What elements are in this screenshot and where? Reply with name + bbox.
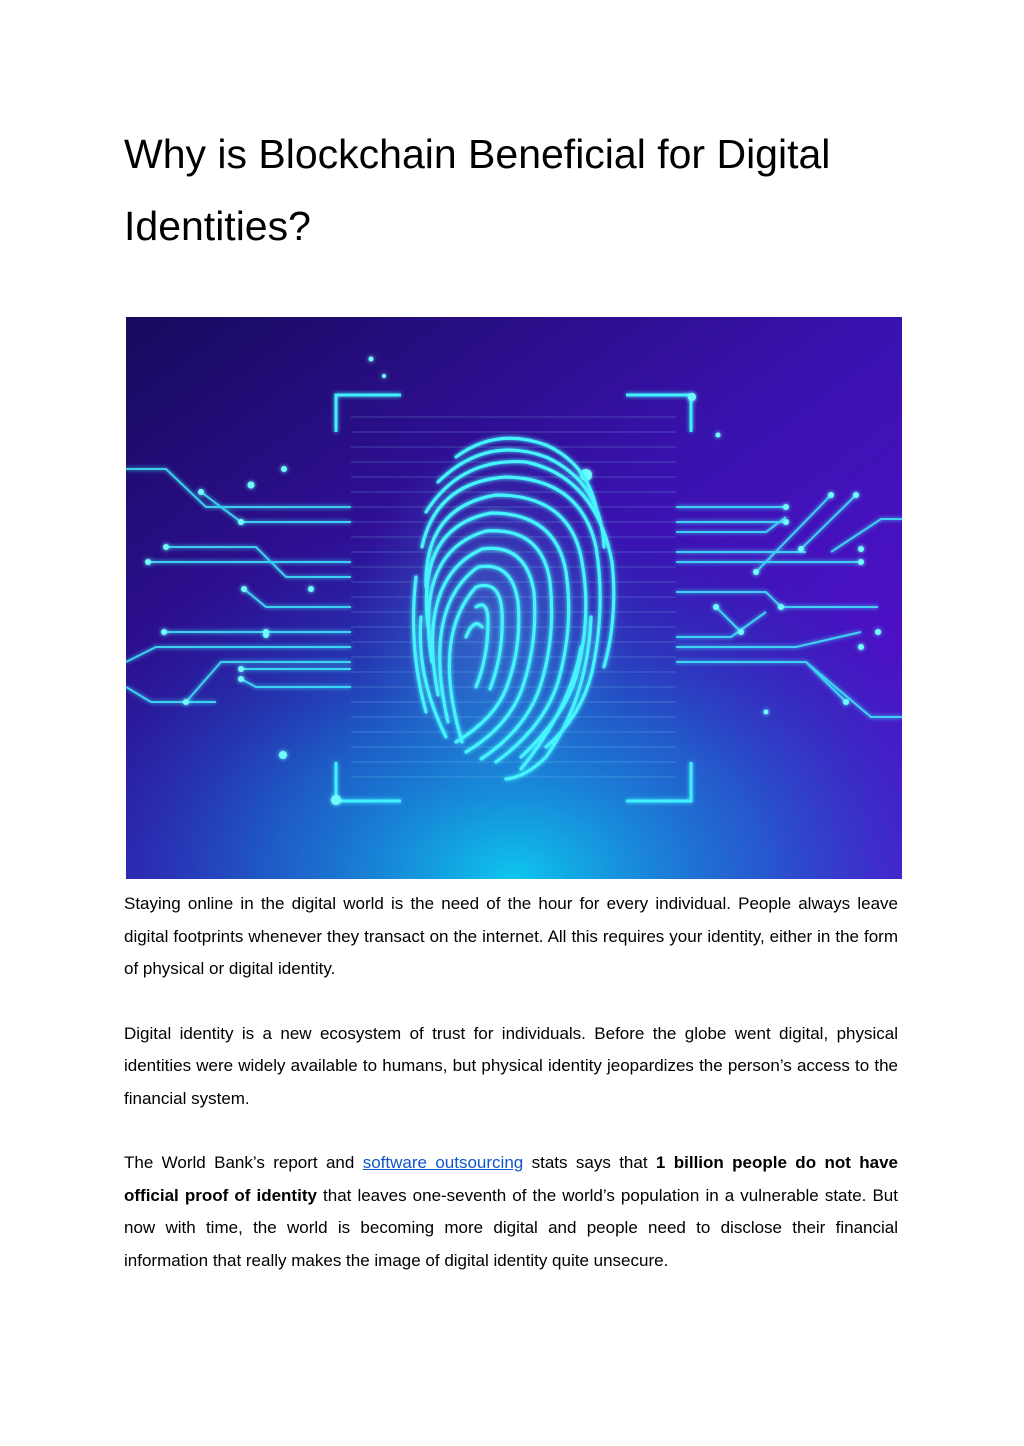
hero-image (126, 317, 902, 879)
document-page (124, 0, 898, 1270)
paragraph-text: The World Bank’s report and (124, 1153, 363, 1172)
paragraph-text: stats says that (523, 1153, 656, 1172)
software-outsourcing-link[interactable]: software outsourcing (362, 1153, 524, 1172)
bold-statistic: 1 billion people do not have official proof of identity (124, 1153, 898, 1205)
fingerprint-icon (126, 317, 902, 879)
article-body (124, 888, 898, 1309)
paragraph-world-bank (124, 1147, 898, 1277)
paragraph-intro: Staying online in the digital world is the need of the hour for every individual. People always leave digital footprints whenever they transact on the internet. All this requires your identity, either in the form of physical or digital identity. (124, 894, 898, 978)
paragraph-ecosystem: Digital identity is a new ecosystem of trust for individuals. Before the globe went digital, physical identities were widely available to humans, but physical identity jeopardizes the person’s access to the financial system. (124, 1023, 898, 1108)
paragraph-text: that leaves one-seventh of the world’s population in a vulnerable state. But now with time, the world is becoming more digital and people need to disclose their financial information that really makes the image of digital identity quite unsecure. (124, 1185, 898, 1270)
page-title: Why is Blockchain Beneficial for Digital Identities? (124, 131, 831, 249)
